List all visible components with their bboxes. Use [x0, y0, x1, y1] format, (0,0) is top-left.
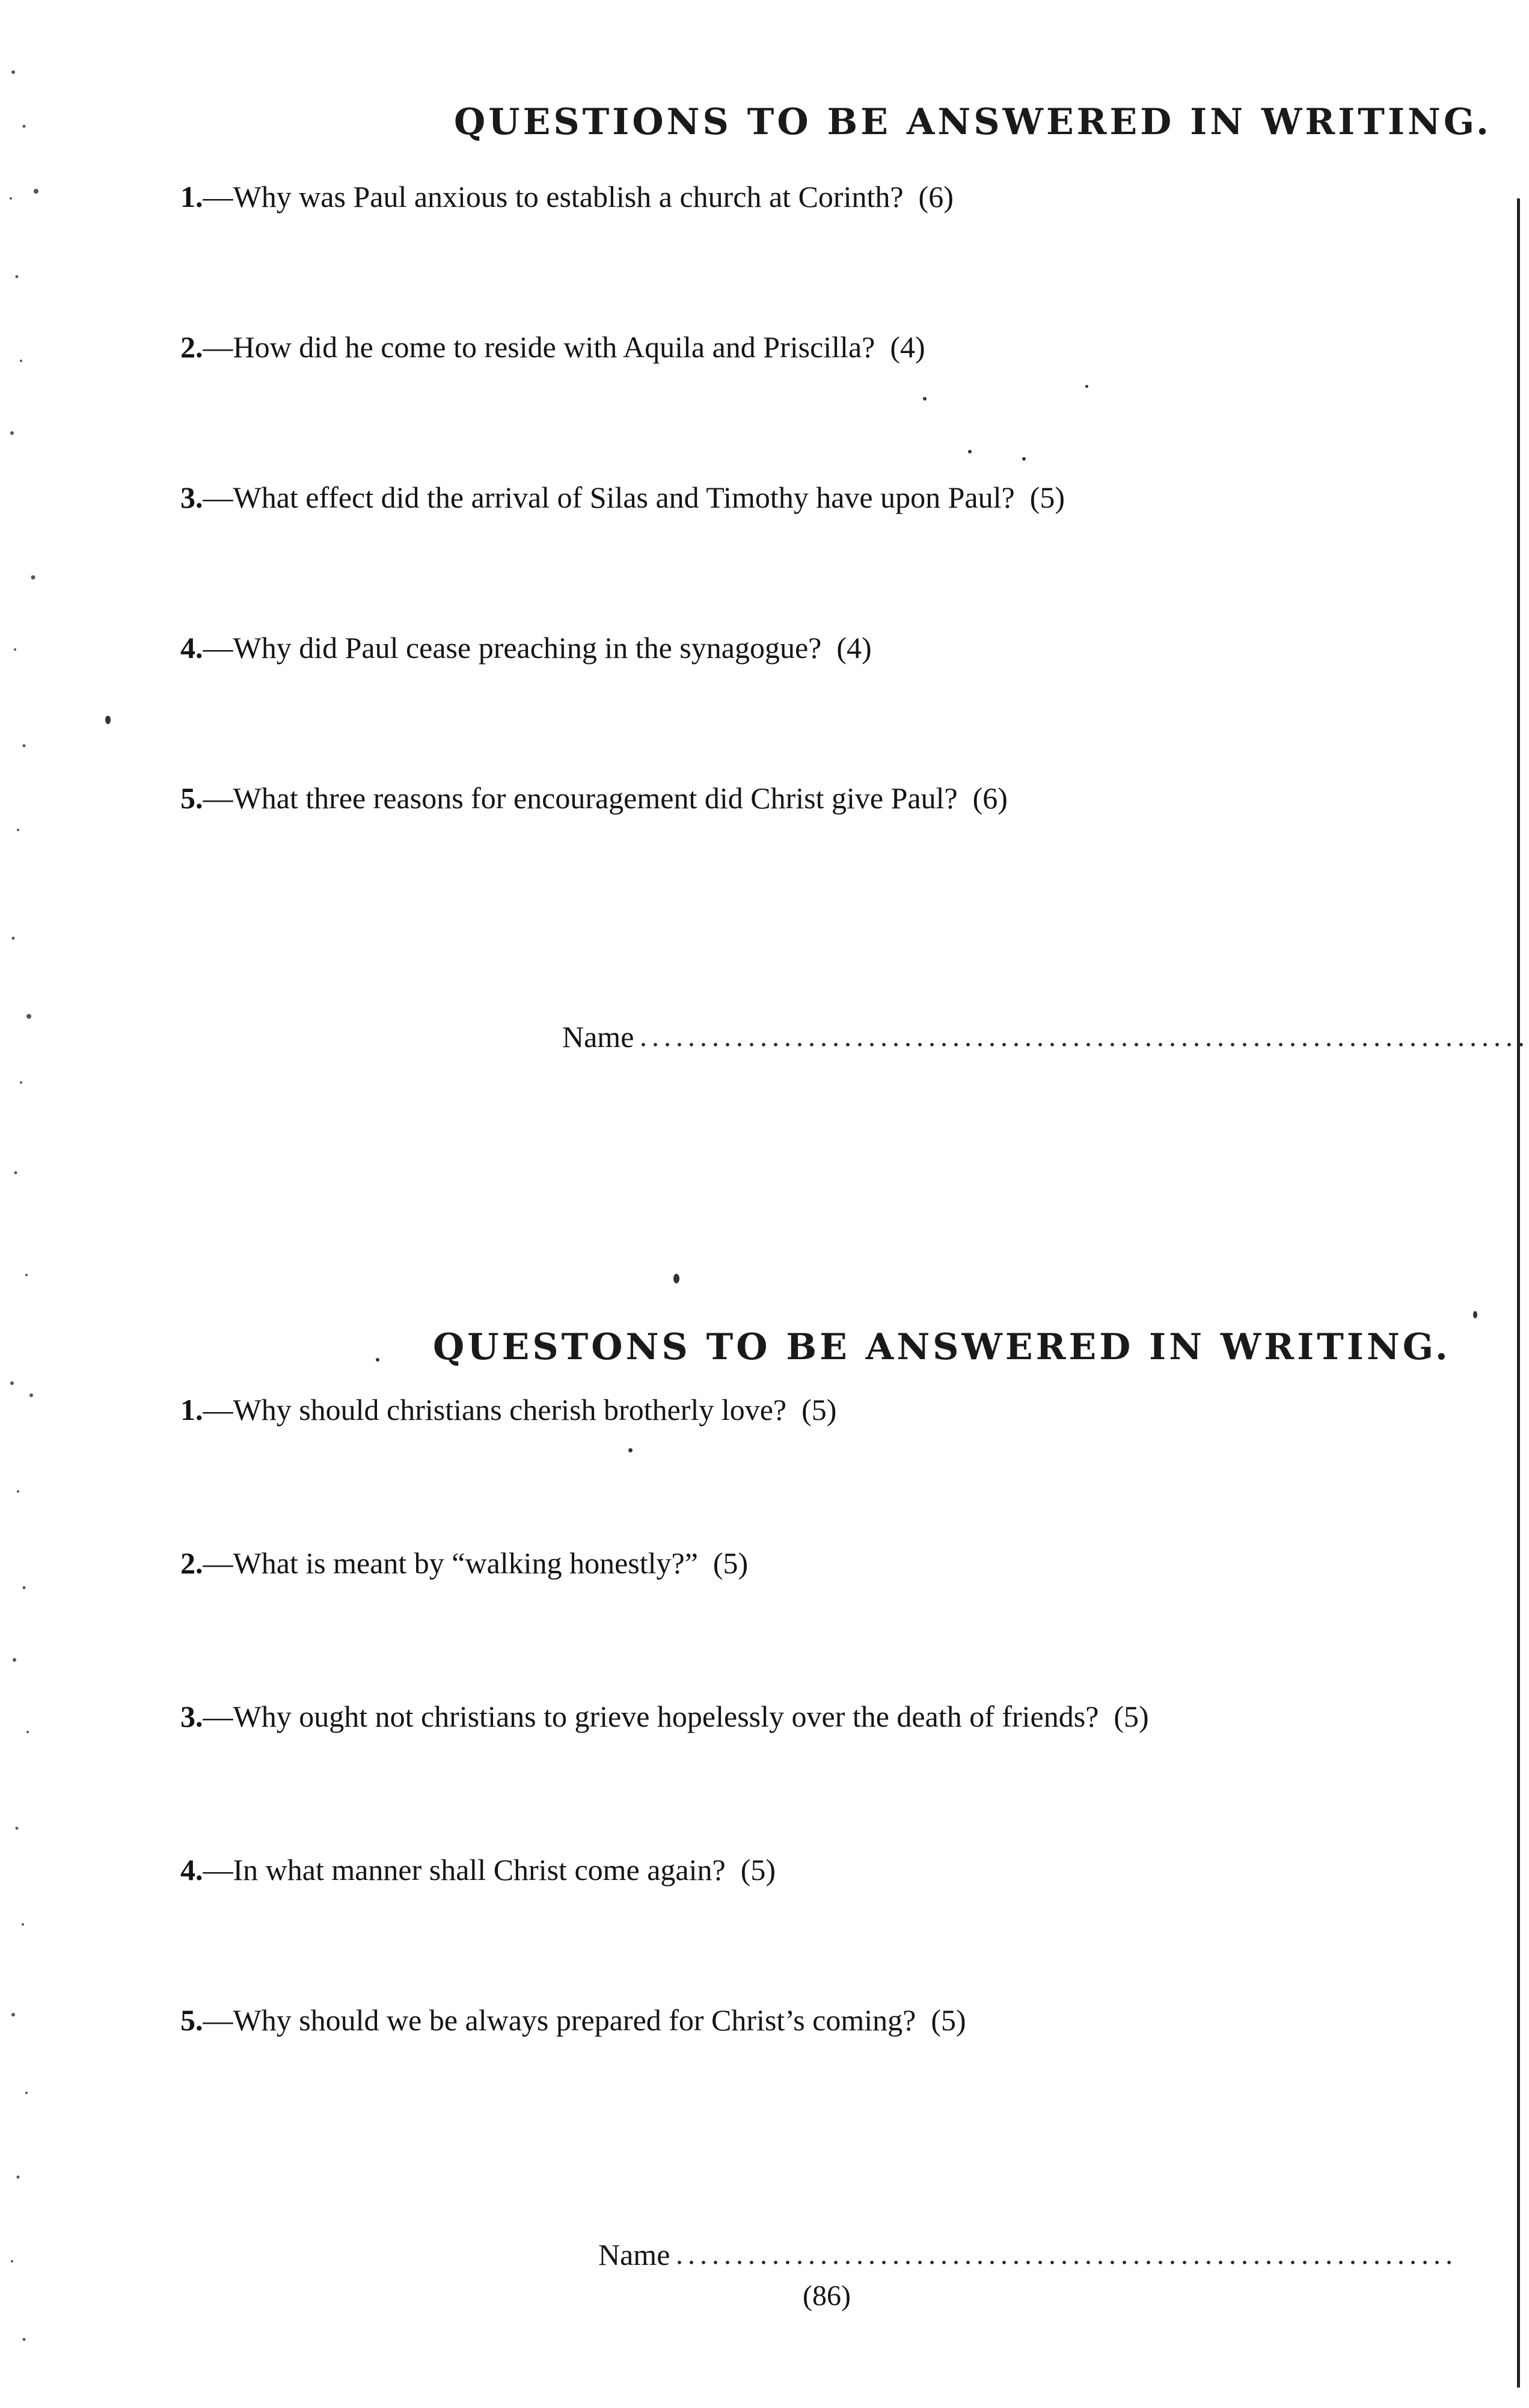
question-text: —What three reasons for encouragement did Christ give Paul? [203, 781, 958, 815]
section-2-question-1 [180, 1392, 836, 1427]
question-marks: (5) [931, 2003, 966, 2037]
question-number: 1. [180, 180, 203, 213]
question-text: —In what manner shall Christ come again? [203, 1853, 726, 1887]
name-label: Name [598, 2238, 670, 2271]
question-text: —How did he come to reside with Aquila and Priscilla? [203, 330, 875, 364]
question-marks: (5) [1029, 481, 1065, 514]
scan-speck [105, 716, 111, 724]
section-2-name-line [598, 2237, 1455, 2272]
section-2-question-3 [180, 1699, 1149, 1734]
question-number: 3. [180, 1700, 203, 1733]
scan-speck [968, 450, 972, 453]
question-number: 2. [180, 330, 203, 364]
question-text: —Why should we be always prepared for Christ’s coming? [203, 2003, 916, 2037]
name-dotted-line [673, 2260, 1455, 2265]
question-text: —Why did Paul cease preaching in the synagogue? [203, 631, 822, 665]
scan-speck [1473, 1311, 1477, 1318]
question-marks: (5) [1114, 1700, 1149, 1733]
scan-speck [1085, 385, 1088, 388]
section-2-question-4 [180, 1852, 776, 1887]
scan-speck [1022, 457, 1026, 461]
question-number: 2. [180, 1546, 203, 1580]
question-marks: (5) [712, 1546, 749, 1580]
section-1-question-1 [180, 179, 954, 214]
scan-speck [628, 1448, 633, 1452]
question-number: 3. [180, 481, 203, 514]
section-1-name-line [562, 1019, 1529, 1054]
question-number: 5. [180, 781, 203, 815]
section-1-question-2 [180, 330, 925, 364]
section-1-question-5 [180, 781, 1008, 815]
scan-speck [673, 1274, 679, 1283]
page-number: (86) [803, 2280, 851, 2312]
section-1-heading: QUESTIONS TO BE ANSWERED IN WRITING. [454, 101, 1492, 143]
scan-speck [923, 397, 927, 401]
question-number: 4. [180, 1853, 203, 1887]
question-number: 5. [180, 2003, 203, 2037]
scan-edge-noise [0, 0, 66, 2408]
scan-speck [376, 1358, 379, 1362]
question-marks: (5) [740, 1853, 776, 1887]
question-number: 1. [180, 1393, 203, 1427]
question-marks: (5) [801, 1393, 837, 1427]
name-dotted-line [637, 1042, 1529, 1047]
section-2-heading: QUESTONS TO BE ANSWERED IN WRITING. [433, 1326, 1451, 1368]
question-marks: (6) [918, 180, 954, 213]
question-text: —Why should christians cherish brotherly love? [203, 1393, 787, 1427]
question-number: 4. [180, 631, 203, 665]
section-1-question-3 [180, 480, 1065, 515]
section-2-question-5 [180, 2003, 966, 2038]
question-marks: (4) [836, 631, 872, 665]
question-marks: (4) [890, 330, 925, 364]
question-text: —Why was Paul anxious to establish a church at Corinth? [203, 180, 904, 213]
name-label: Name [562, 1020, 634, 1054]
question-text: —What effect did the arrival of Silas and Timothy have upon Paul? [203, 481, 1015, 514]
question-text: —Why ought not christians to grieve hopelessly over the death of friends? [203, 1700, 1099, 1733]
question-text: —What is meant by “walking honestly?” [203, 1546, 698, 1580]
section-1-question-4 [180, 630, 872, 665]
section-2-question-2 [180, 1546, 748, 1580]
question-marks: (6) [972, 781, 1008, 815]
right-edge-rule [1517, 198, 1520, 2388]
